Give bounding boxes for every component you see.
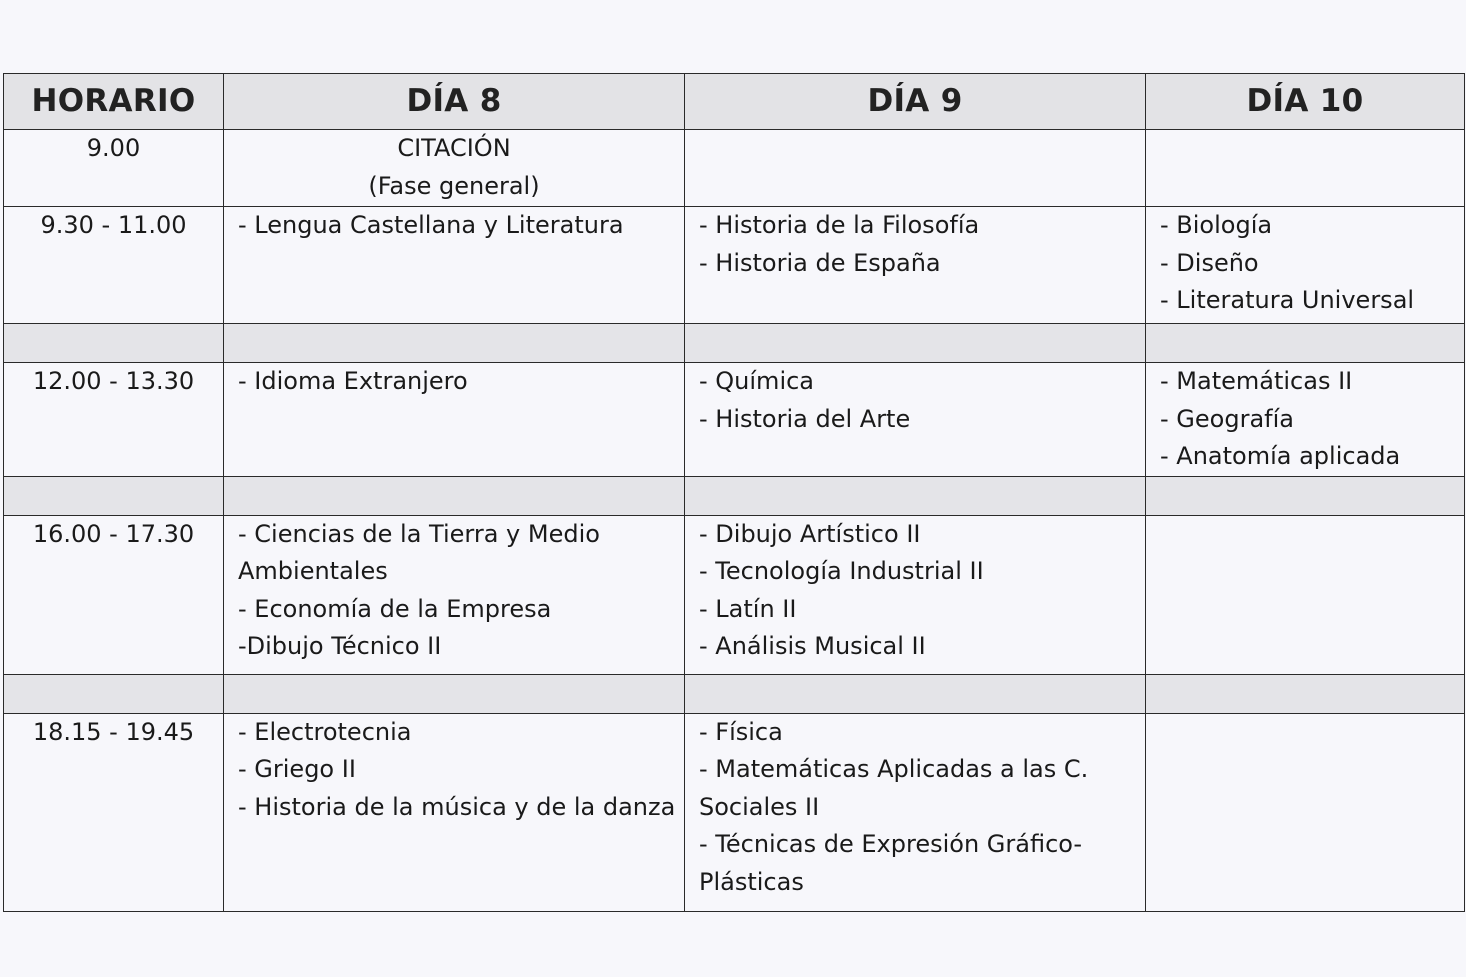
subjects-day-8	[224, 713, 685, 911]
break-cell	[1146, 476, 1465, 515]
subject-item: - Latín II	[699, 594, 797, 623]
schedule-row	[4, 207, 1465, 324]
break-cell	[1146, 674, 1465, 713]
header-dia-9: DÍA 9	[685, 74, 1146, 130]
break-cell	[4, 674, 224, 713]
time-cell: 9.00	[4, 130, 224, 207]
empty-cell	[1146, 130, 1465, 207]
subject-item: - Química	[699, 367, 815, 395]
subject-item: - Matemáticas II	[1160, 367, 1353, 395]
header-horario: HORARIO	[4, 74, 224, 130]
subject-item: - Biología	[1160, 211, 1273, 239]
subject-item: - Ciencias de la Tierra y Medio Ambientales	[238, 519, 600, 585]
time-cell: 12.00 - 13.30	[4, 363, 224, 477]
break-cell	[4, 476, 224, 515]
break-cell	[4, 324, 224, 363]
citacion-subtitle: (Fase general)	[368, 171, 540, 200]
subject-item: - Matemáticas Aplicadas a las C. Sociales II	[699, 755, 1089, 821]
subject-item: - Historia del Arte	[699, 404, 911, 433]
break-row	[4, 476, 1465, 515]
subject-item: - Tecnología Industrial II	[699, 557, 984, 585]
break-cell	[224, 476, 685, 515]
header-dia-8: DÍA 8	[224, 74, 685, 130]
subject-item: - Economía de la Empresa	[238, 594, 552, 623]
subjects-day-9	[685, 363, 1146, 477]
empty-cell	[685, 130, 1146, 207]
subject-item: - Electrotecnia	[238, 717, 412, 746]
break-cell	[685, 476, 1146, 515]
subject-item: - Técnicas de Expresión Gráfico-Plásticas	[699, 830, 1083, 896]
citacion-row	[4, 130, 1465, 207]
break-cell	[224, 324, 685, 363]
empty-cell	[1146, 515, 1465, 674]
time-cell: 9.30 - 11.00	[4, 207, 224, 324]
break-cell	[685, 324, 1146, 363]
time-cell: 18.15 - 19.45	[4, 713, 224, 911]
subject-item: -Dibujo Técnico II	[238, 632, 442, 660]
subjects-day-10	[1146, 363, 1465, 477]
exam-schedule-table	[3, 73, 1465, 912]
subjects-day-10	[1146, 207, 1465, 324]
subject-item: - Historia de la Filosofía	[699, 211, 980, 239]
time-cell: 16.00 - 17.30	[4, 515, 224, 674]
break-cell	[224, 674, 685, 713]
subjects-day-8	[224, 515, 685, 674]
empty-cell	[1146, 713, 1465, 911]
subjects-day-9	[685, 515, 1146, 674]
subject-item: - Lengua Castellana y Literatura	[238, 211, 624, 239]
subjects-day-9	[685, 713, 1146, 911]
subjects-day-8	[224, 363, 685, 477]
break-row	[4, 674, 1465, 713]
break-cell	[1146, 324, 1465, 363]
subject-item: - Griego II	[238, 755, 356, 783]
subject-item: - Anatomía aplicada	[1160, 442, 1401, 470]
subject-item: - Dibujo Artístico II	[699, 519, 921, 548]
subject-item: - Física	[699, 717, 783, 746]
schedule-row	[4, 713, 1465, 911]
subject-item: - Diseño	[1160, 248, 1259, 277]
subject-item: - Historia de España	[699, 248, 941, 277]
subject-item: - Literatura Universal	[1160, 286, 1415, 314]
subjects-day-8	[224, 207, 685, 324]
header-row	[4, 74, 1465, 130]
subject-item: - Análisis Musical II	[699, 632, 926, 660]
subject-item: - Idioma Extranjero	[238, 367, 468, 395]
break-cell	[685, 674, 1146, 713]
header-dia-10: DÍA 10	[1146, 74, 1465, 130]
schedule-row	[4, 363, 1465, 477]
schedule-row	[4, 515, 1465, 674]
break-row	[4, 324, 1465, 363]
subjects-day-9	[685, 207, 1146, 324]
citacion-cell	[224, 130, 685, 207]
citacion-title: CITACIÓN	[397, 134, 511, 162]
subject-item: - Geografía	[1160, 404, 1294, 433]
subject-item: - Historia de la música y de la danza	[238, 792, 676, 821]
